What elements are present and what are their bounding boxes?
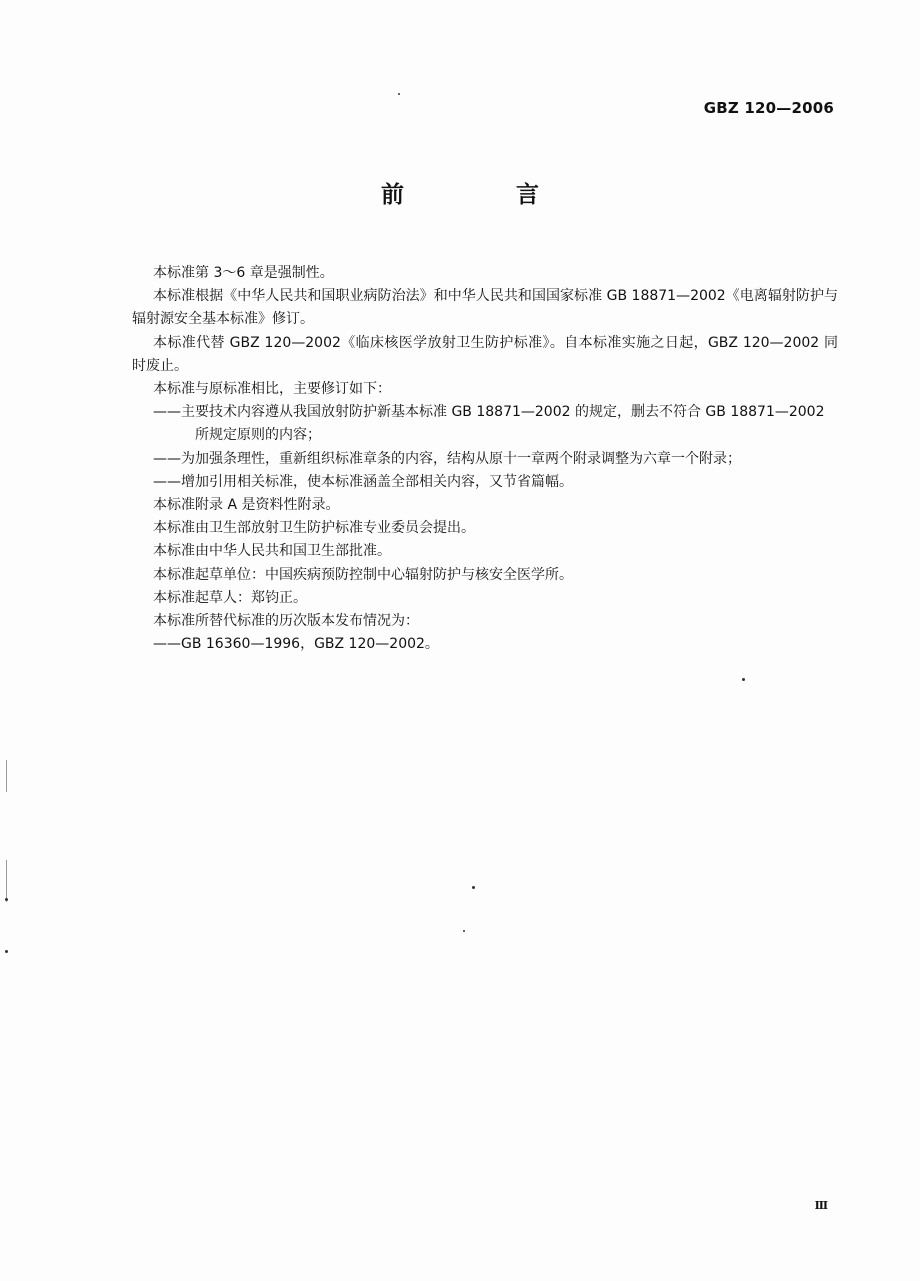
revision-item-1: ——主要技术内容遵从我国放射防护新基本标准 GB 18871—2002 的规定，删去不符合 GB 18871—2002 所规定原则的内容； — [153, 404, 825, 444]
paragraph-mandatory-chapters: 本标准第 3～6 章是强制性。 — [153, 265, 334, 281]
revision-item-3: ——增加引用相关标准，使本标准涵盖全部相关内容，又节省篇幅。 — [153, 473, 573, 490]
paragraph-proposed-by: 本标准由卫生部放射卫生防护标准专业委员会提出。 — [153, 520, 475, 537]
page-number: Ⅲ — [814, 1199, 828, 1212]
standard-code: GBZ 120—2006 — [703, 99, 834, 117]
paragraph-previous-versions: 本标准所替代标准的历次版本发布情况为： — [153, 613, 419, 630]
scan-edge-mark — [6, 760, 7, 792]
revision-item-2: ——为加强条理性，重新组织标准章条的内容，结构从原十一章两个附录调整为六章一个附录； — [153, 450, 741, 467]
previous-versions-item: ——GB 16360—1996，GBZ 120—2002。 — [153, 636, 439, 653]
scan-speck — [5, 898, 8, 901]
page-title: 前 言 — [380, 182, 591, 208]
scan-speck — [398, 93, 400, 95]
paragraph-replaces: 本标准代替 GBZ 120—2002《临床核医学放射卫生防护标准》。自本标准实施之日起，GBZ 120—2002 同时废止。 — [132, 334, 838, 374]
scan-speck — [5, 950, 8, 953]
scan-speck — [742, 678, 745, 681]
paragraph-drafting-unit: 本标准起草单位：中国疾病预防控制中心辐射防护与核安全医学所。 — [153, 566, 573, 583]
scan-edge-mark — [6, 860, 7, 902]
scan-speck — [463, 930, 465, 932]
paragraph-appendix: 本标准附录 A 是资料性附录。 — [153, 497, 340, 514]
paragraph-revision-basis: 本标准根据《中华人民共和国职业病防治法》和中华人民共和国国家标准 GB 18871—2002《电离辐射防护与辐射源安全基本标准》修订。 — [132, 288, 838, 328]
paragraph-main-revisions: 本标准与原标准相比，主要修订如下： — [153, 381, 391, 398]
paragraph-drafter: 本标准起草人：郑钧正。 — [153, 589, 307, 606]
scan-speck — [472, 886, 475, 889]
foreword-body — [132, 262, 838, 656]
paragraph-approved-by: 本标准由中华人民共和国卫生部批准。 — [153, 543, 391, 560]
